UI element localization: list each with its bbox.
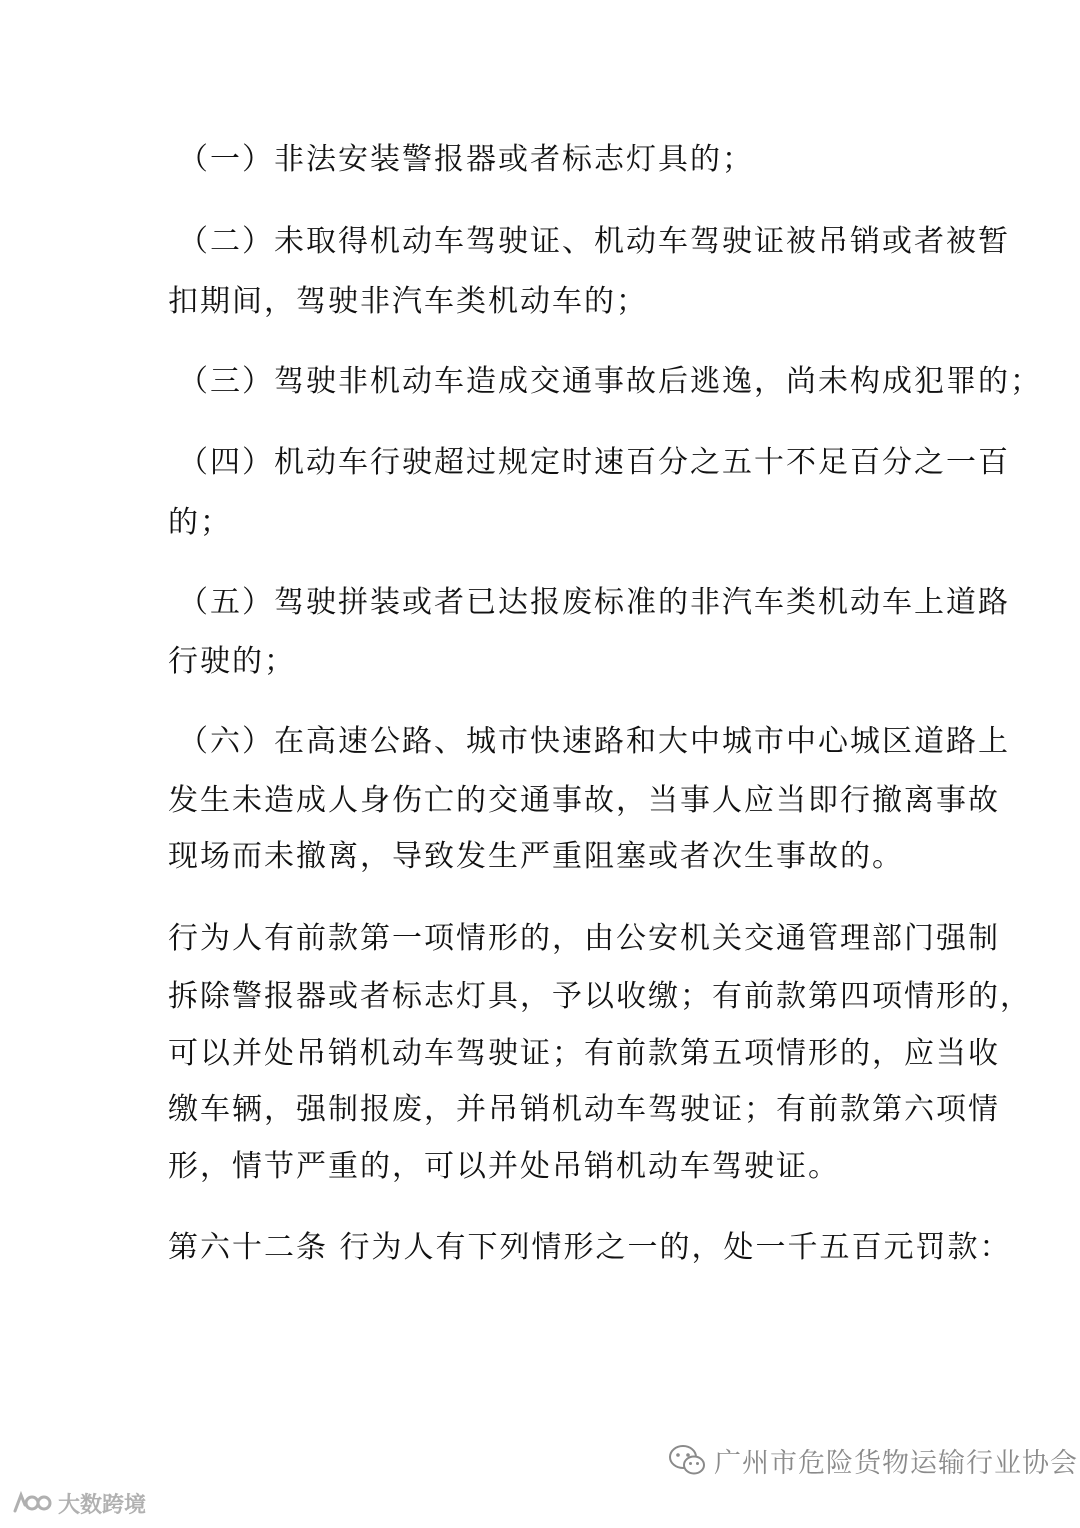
item-4-line-2: 的； — [168, 505, 232, 540]
item-4-line-1: （四）机动车行驶超过规定时速百分之五十不足百分之一百 — [178, 445, 1010, 480]
brand-watermark — [12, 1488, 146, 1518]
penalty-para-line-5: 形，情节严重的，可以并处吊销机动车驾驶证。 — [168, 1149, 840, 1184]
item-6-line-1: （六）在高速公路、城市快速路和大中城市中心城区道路上 — [178, 724, 1010, 759]
association-watermark — [668, 1438, 1078, 1482]
wechat-icon — [668, 1444, 706, 1476]
item-6-line-3: 现场而未撤离，导致发生严重阻塞或者次生事故的。 — [168, 839, 904, 874]
item-5-line-1: （五）驾驶拼装或者已达报废标准的非汽车类机动车上道路 — [178, 585, 1010, 620]
brand-name: 大数跨境 — [58, 1492, 147, 1518]
penalty-para-line-1: 行为人有前款第一项情形的，由公安机关交通管理部门强制 — [168, 921, 1000, 956]
penalty-para-line-2: 拆除警报器或者标志灯具，予以收缴；有前款第四项情形的， — [168, 979, 1032, 1014]
item-2-line-1: （二）未取得机动车驾驶证、机动车驾驶证被吊销或者被暂 — [178, 224, 1010, 259]
article-62-line: 第六十二条 行为人有下列情形之一的，处一千五百元罚款： — [168, 1230, 1012, 1265]
association-name: 广州市危险货物运输行业协会 — [714, 1447, 1078, 1479]
penalty-para-line-3: 可以并处吊销机动车驾驶证；有前款第五项情形的，应当收 — [168, 1036, 1000, 1071]
brand-logo-icon — [12, 1491, 52, 1515]
item-6-line-2: 发生未造成人身伤亡的交通事故，当事人应当即行撤离事故 — [168, 783, 1000, 818]
item-3-line: （三）驾驶非机动车造成交通事故后逃逸，尚未构成犯罪的； — [178, 364, 1042, 399]
item-2-line-2: 扣期间，驾驶非汽车类机动车的； — [168, 284, 648, 319]
penalty-para-line-4: 缴车辆，强制报废，并吊销机动车驾驶证；有前款第六项情 — [168, 1092, 1000, 1127]
item-1-line: （一）非法安装警报器或者标志灯具的； — [178, 142, 754, 177]
item-5-line-2: 行驶的； — [168, 644, 296, 679]
